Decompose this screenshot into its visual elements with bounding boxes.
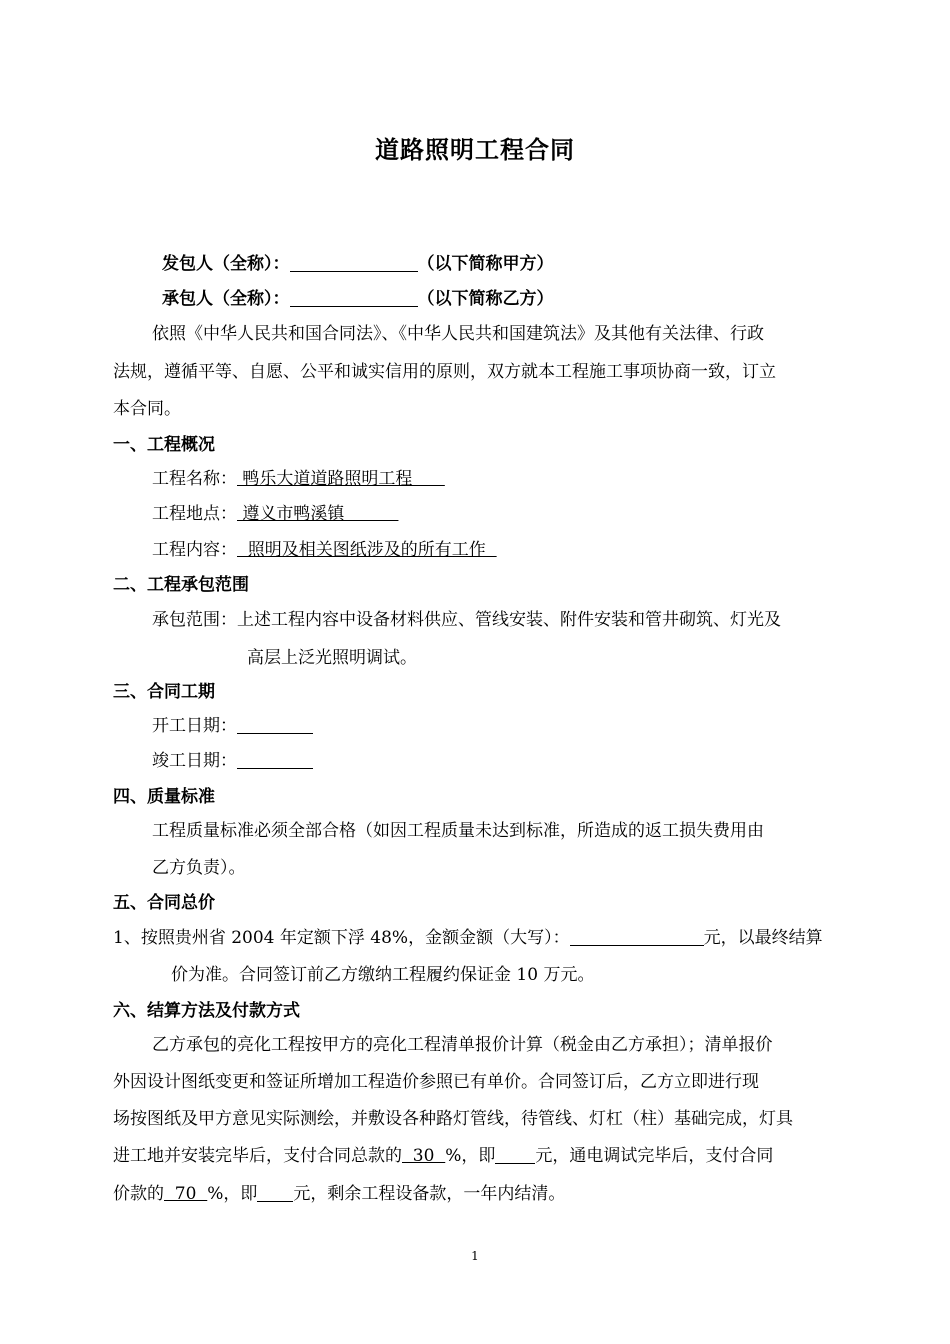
- employer-blank: [290, 253, 418, 272]
- price-amount-blank: [570, 927, 704, 946]
- end-date-line: [152, 750, 313, 772]
- quality-line-2: 乙方负责）。: [152, 858, 246, 878]
- payment-line-1: 乙方承包的亮化工程按甲方的亮化工程清单报价计算（税金由乙方承担）；清单报价: [152, 1035, 773, 1055]
- payment-line-2: 外因设计图纸变更和签证所增加工程造价参照已有单价。合同签订后，乙方立即进行现: [113, 1072, 759, 1092]
- project-content-label: 工程内容：: [152, 540, 237, 560]
- intro-line-2: 法规，遵循平等、自愿、公平和诚实信用的原则，双方就本工程施工事项协商一致，订立: [113, 362, 776, 382]
- end-date-label: 竣工日期：: [152, 751, 237, 771]
- page-title: 道路照明工程合同: [375, 135, 575, 164]
- section-5-heading: 五、合同总价: [113, 893, 215, 913]
- contractor-blank: [290, 288, 418, 307]
- payment-line-5: [113, 1183, 565, 1205]
- employer-label: 发包人（全称）：: [162, 254, 290, 274]
- end-date-blank: [237, 750, 313, 769]
- price-text-b: 元，以最终结算: [703, 928, 823, 948]
- payment-line-4-text-b: %，即: [445, 1146, 496, 1166]
- project-name-label: 工程名称：: [152, 469, 237, 489]
- intro-line-1: 依照《中华人民共和国合同法》、《中华人民共和国建筑法》及其他有关法律、行政: [152, 324, 764, 344]
- project-site-line: [152, 503, 398, 525]
- start-date-label: 开工日期：: [152, 716, 237, 736]
- price-text-a: 1、按照贵州省 2004 年定额下浮 48%，金额金额（大写）：: [113, 928, 570, 948]
- contractor-suffix: （以下简称乙方）: [417, 289, 554, 309]
- second-payment-percent: 70: [164, 1184, 208, 1204]
- second-payment-amount-blank: [257, 1183, 293, 1202]
- project-name-value: 鸭乐大道道路照明工程: [237, 469, 445, 489]
- intro-line-3: 本合同。: [113, 399, 181, 419]
- contractor-label: 承包人（全称）：: [162, 289, 290, 309]
- payment-line-5-text-c: 元，剩余工程设备款，一年内结清。: [293, 1184, 566, 1204]
- first-payment-percent: 30: [402, 1146, 446, 1166]
- section-2-heading: 二、工程承包范围: [113, 575, 249, 595]
- project-content-line: [152, 539, 497, 561]
- section-3-heading: 三、合同工期: [113, 682, 215, 702]
- start-date-blank: [237, 715, 313, 734]
- project-site-value: 遵义市鸭溪镇: [237, 504, 399, 524]
- scope-line-2: 高层上泛光照明调试。: [247, 648, 417, 668]
- start-date-line: [152, 715, 313, 737]
- payment-line-4-text-c: 元，通电调试完毕后，支付合同: [535, 1146, 774, 1166]
- first-payment-amount-blank: [495, 1145, 535, 1164]
- section-1-heading: 一、工程概况: [113, 435, 215, 455]
- payment-line-3: 场按图纸及甲方意见实际测绘，并敷设各种路灯管线，待管线、灯杠（柱）基础完成，灯具: [113, 1109, 793, 1129]
- scope-line-1: 承包范围：上述工程内容中设备材料供应、管线安装、附件安装和管井砌筑、灯光及: [152, 610, 781, 630]
- payment-line-4-text-a: 进工地并安装完毕后，支付合同总款的: [113, 1146, 402, 1166]
- project-content-value: 照明及相关图纸涉及的所有工作: [237, 540, 497, 560]
- employer-suffix: （以下简称甲方）: [417, 254, 554, 274]
- quality-line-1: 工程质量标准必须全部合格（如因工程质量未达到标准，所造成的返工损失费用由: [152, 821, 764, 841]
- payment-line-5-text-a: 价款的: [113, 1184, 164, 1204]
- price-line-1: [113, 927, 823, 949]
- payment-line-4: [113, 1145, 773, 1167]
- project-name-line: [152, 468, 445, 490]
- section-6-heading: 六、结算方法及付款方式: [113, 1001, 300, 1021]
- price-line-2: 价为准。合同签订前乙方缴纳工程履约保证金 10 万元。: [171, 965, 595, 985]
- page-number: 1: [471, 1249, 479, 1263]
- project-site-label: 工程地点：: [152, 504, 237, 524]
- section-4-heading: 四、质量标准: [113, 787, 215, 807]
- contractor-line: [162, 288, 554, 310]
- payment-line-5-text-b: %，即: [207, 1184, 258, 1204]
- employer-line: [162, 253, 554, 275]
